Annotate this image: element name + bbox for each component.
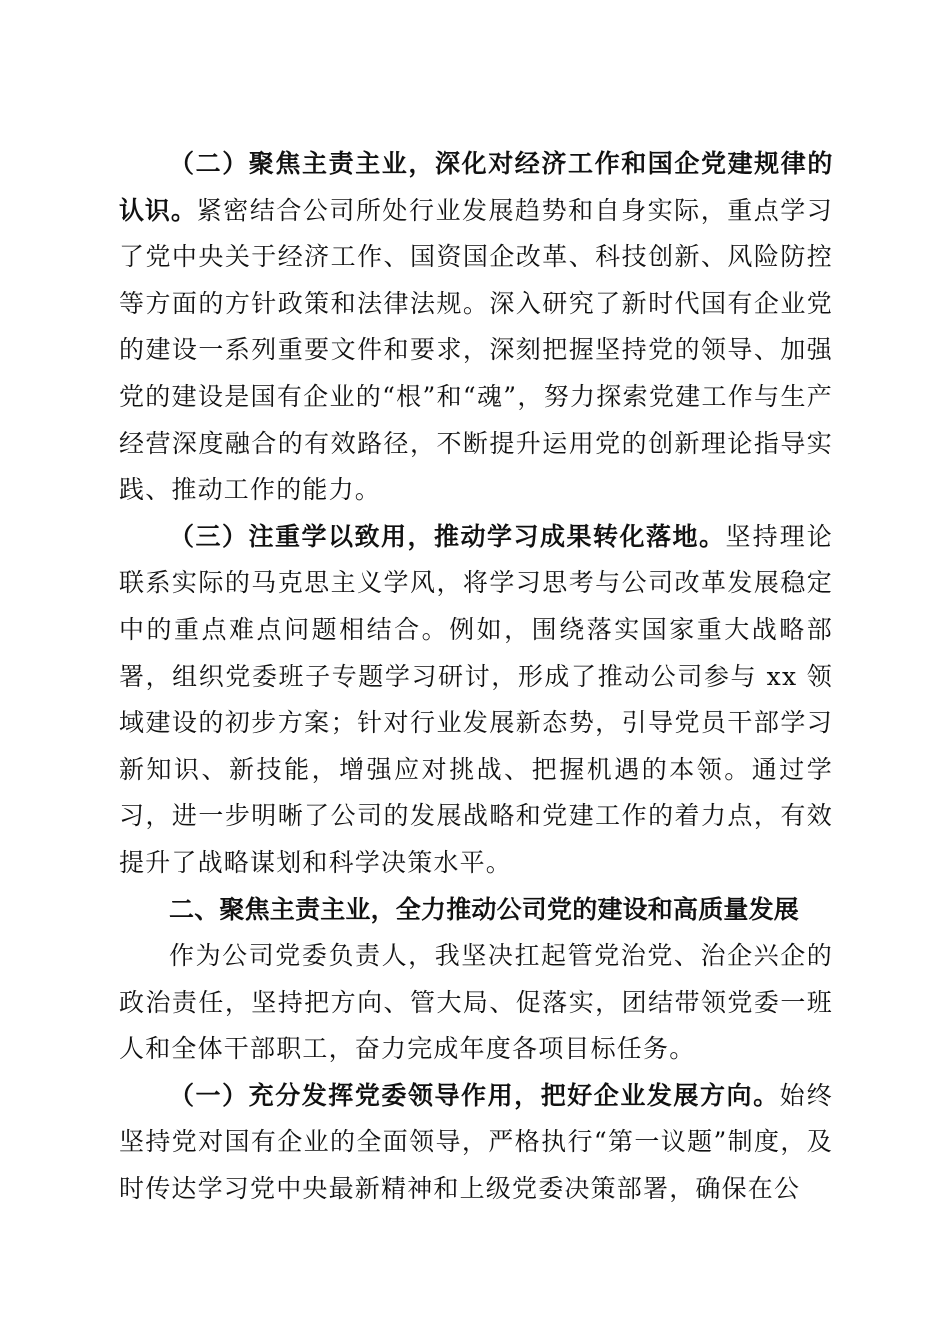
paragraph-text: 作为公司党委负责人，我坚决扛起管党治党、治企兴企的政治责任，坚持把方向、管大局、促落实，团结带领党委一班人和全体干部职工，奋力完成年度各项目标任务。: [119, 941, 833, 1064]
paragraph-text: 坚持理论联系实际的马克思主义学风，将学习思考与公司改革发展稳定中的重点难点问题相结合。例如，围绕落实国家重大战略部署，组织党委班子专题学习研讨，形成了推动公司参与 xx 领域建设的初步方案；针对行业发展新态势，引导党员干部学习新知识、新技能，增强应对挑战、把握机遇的本领。通过学习，进一步明晰了公司的发展战略和党建工作的着力点，有效提升了战略谋划和科学决策水平。: [119, 521, 833, 877]
section-heading-two: 二、聚焦主责主业，全力推动公司党的建设和高质量发展: [169, 894, 800, 924]
paragraph-text: 紧密结合公司所处行业发展趋势和自身实际，重点学习了党中央关于经济工作、国资国企改革、科技创新、风险防控等方面的方针政策和法律法规。深入研究了新时代国有企业党的建设一系列重要文件和要求，深刻把握坚持党的领导、加强党的建设是国有企业的“根”和“魂”，努力探索党建工作与生产经营深度融合的有效路径，不断提升运用党的创新理论指导实践、推动工作的能力。: [119, 195, 833, 505]
paragraph-lead-heading: （二）聚焦主责主业，深化对经济工作和国企党建规律的认识。: [119, 149, 833, 225]
paragraph-lead-heading: （三）注重学以致用，推动学习成果转化落地。: [169, 521, 726, 551]
document-body: [119, 141, 833, 1213]
paragraph-apply-learning: [119, 514, 833, 887]
paragraph-lead-heading: （一）充分发挥党委领导作用，把好企业发展方向。: [169, 1080, 780, 1110]
paragraph-text: 始终坚持党对国有企业的全面领导，严格执行“第一议题”制度，及时传达学习党中央最新精神和上级党委决策部署，确保在公: [119, 1080, 833, 1204]
paragraph-party-leadership: [119, 1073, 833, 1213]
paragraph-responsibility: [119, 933, 833, 1073]
paragraph-focus-main-business: [119, 141, 833, 514]
